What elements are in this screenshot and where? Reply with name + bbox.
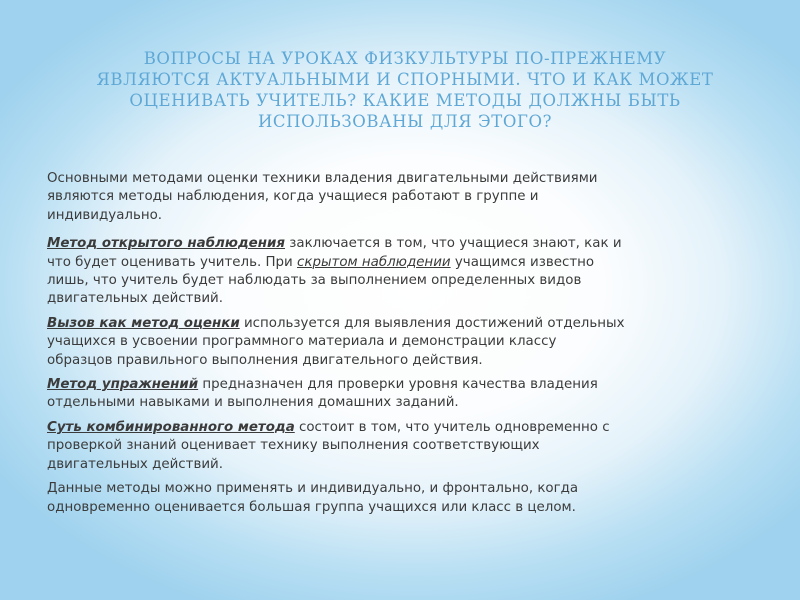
term-open-observation: Метод открытого наблюдения (47, 236, 285, 252)
text-line: учащихся в усвоении программного материала и демонстрации классу (47, 334, 557, 350)
title-line: ИСПОЛЬЗОВАНЫ ДЛЯ ЭТОГО? (257, 112, 553, 131)
slide-title (95, 48, 715, 132)
text-line: двигательных действий. (47, 291, 224, 307)
term-combined-method: Суть комбинированного метода (47, 419, 295, 435)
paragraph-call-method (47, 315, 667, 370)
text-line: отдельными навыками и выполнения домашних заданий. (47, 395, 459, 411)
title-line: ВОПРОСЫ НА УРОКАХ ФИЗКУЛЬТУРЫ ПО-ПРЕЖНЕМУ (143, 49, 667, 68)
paragraph-conclusion (47, 480, 667, 517)
text-fragment: предназначен для проверки уровня качества владения (198, 377, 598, 393)
text-fragment: что будет оценивать учитель. При (47, 254, 298, 270)
text-line: проверкой знаний оценивает технику выполнения соответствующих (47, 438, 540, 454)
text-line: Данные методы можно применять и индивидуально, и фронтально, когда (47, 481, 579, 497)
paragraph-intro (47, 170, 667, 225)
slide-body (47, 170, 667, 523)
text-line: лишь, что учитель будет наблюдать за выполнением определенных видов (47, 273, 582, 289)
paragraph-combined-method (47, 419, 667, 474)
text-line: одновременно оценивается большая группа учащихся или класс в целом. (47, 499, 576, 515)
text-line (47, 376, 667, 394)
text-line: являются методы наблюдения, когда учащиеся работают в группе и (47, 189, 539, 205)
text-line (47, 254, 667, 272)
text-line (47, 419, 667, 437)
text-line (47, 235, 667, 253)
text-fragment: состоит в том, что учитель одновременно с (294, 419, 610, 435)
term-hidden-observation: скрытом наблюдении (297, 254, 451, 270)
title-line: ОЦЕНИВАТЬ УЧИТЕЛЬ? КАКИЕ МЕТОДЫ ДОЛЖНЫ БЫТЬ (129, 91, 681, 110)
text-fragment: учащимся известно (450, 254, 595, 270)
term-call-method: Вызов как метод оценки (47, 315, 240, 331)
text-line (47, 315, 667, 333)
paragraph-open-observation (47, 235, 667, 309)
term-exercise-method: Метод упражнений (47, 377, 199, 393)
text-line: Основными методами оценки техники владения двигательными действиями (47, 171, 598, 186)
text-line: индивидуально. (47, 207, 163, 223)
text-line: двигательных действий. (47, 456, 224, 472)
title-line: ЯВЛЯЮТСЯ АКТУАЛЬНЫМИ И СПОРНЫМИ. ЧТО И КАК МОЖЕТ (96, 70, 714, 89)
paragraph-exercise-method (47, 376, 667, 413)
text-fragment: заключается в том, что учащиеся знают, как и (285, 236, 622, 252)
text-fragment: используется для выявления достижений отдельных (239, 315, 625, 331)
text-line: образцов правильного выполнения двигательного действия. (47, 352, 483, 368)
